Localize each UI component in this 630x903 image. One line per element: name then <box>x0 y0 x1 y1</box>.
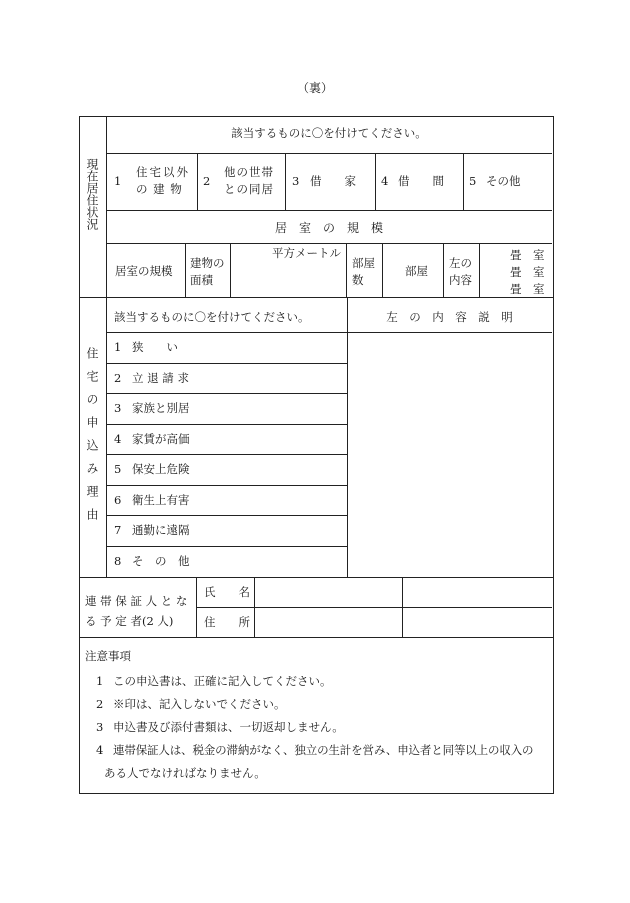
tatami-unit-label: 畳 室 <box>510 265 545 279</box>
left-content-label: 左の <box>449 256 472 270</box>
reason-label: そ の 他 <box>132 554 190 568</box>
reason-label: 保安上危険 <box>132 462 190 476</box>
application-reasons-instruction: 該当するものに〇を付けてください。 <box>114 310 310 324</box>
guarantor-name-label: 氏 名 <box>204 585 250 599</box>
divider <box>443 243 444 297</box>
left-content-label: 内容 <box>449 273 472 287</box>
building-area-label: 面積 <box>190 273 213 287</box>
reason-number: 2 <box>114 371 122 385</box>
divider <box>479 243 480 297</box>
note-text-continuation: ある人でなければなりません。 <box>104 766 266 780</box>
divider <box>107 424 347 425</box>
page-side-label: （裏） <box>296 81 333 95</box>
guarantor-address-label: 住 所 <box>204 615 250 629</box>
reason-number: 5 <box>114 462 122 476</box>
reason-label: 通勤に遠隔 <box>132 523 190 537</box>
area-unit-label: 平方メートル <box>272 246 341 260</box>
option-number: 2 <box>203 174 211 188</box>
divider <box>107 210 552 211</box>
note-number: 4 <box>96 743 104 757</box>
divider <box>107 546 347 547</box>
divider <box>79 297 553 298</box>
divider <box>107 393 347 394</box>
explanation-heading: 左 の 内 容 説 明 <box>386 310 513 324</box>
option-number: 3 <box>292 174 300 188</box>
divider <box>106 297 107 577</box>
explanation-input[interactable] <box>348 333 551 576</box>
divider <box>106 116 107 297</box>
reason-number: 6 <box>114 493 122 507</box>
divider <box>375 153 376 210</box>
guarantor-label: 連 帯 保 証 人 と な <box>85 594 188 608</box>
room-scale-label: 居室の規模 <box>115 264 173 278</box>
reason-label: 立 退 請 求 <box>132 371 189 385</box>
reason-number: 8 <box>114 554 122 568</box>
option-label: 住宅以外 <box>136 165 190 179</box>
reason-number: 7 <box>114 523 122 537</box>
note-number: 1 <box>96 674 104 688</box>
divider <box>285 153 286 210</box>
building-area-label: 建物の <box>190 256 225 270</box>
note-text: ※印は、記入しないでください。 <box>113 697 286 711</box>
current-residence-instruction: 該当するものに〇を付けてください。 <box>231 126 427 140</box>
guarantor-label: る 予 定 者(2 人) <box>85 614 174 628</box>
note-text: この申込書は、正確に記入してください。 <box>113 674 332 688</box>
tatami-unit-label: 畳 室 <box>510 282 545 296</box>
divider <box>107 153 552 154</box>
option-number: 1 <box>114 174 122 188</box>
reason-label: 衛生上有害 <box>132 493 190 507</box>
divider <box>107 243 552 244</box>
reason-label: 家賃が高価 <box>132 432 190 446</box>
divider <box>346 243 347 297</box>
application-reasons-section-label: 住宅の申込み理由 <box>85 347 99 531</box>
tatami-unit-label: 畳 室 <box>510 248 545 262</box>
option-label: その他 <box>486 174 521 188</box>
divider <box>107 363 347 364</box>
note-number: 3 <box>96 720 104 734</box>
divider <box>107 454 347 455</box>
rooms-unit-label: 部屋 <box>405 264 428 278</box>
reason-number: 4 <box>114 432 122 446</box>
option-label: 借 家 <box>310 174 356 188</box>
reason-label: 家族と別居 <box>132 401 190 415</box>
note-number: 2 <box>96 697 104 711</box>
guarantor-2-name-input[interactable] <box>403 578 551 606</box>
note-text: 申込書及び添付書類は、一切返却しません。 <box>113 720 344 734</box>
divider <box>463 153 464 210</box>
reason-number: 1 <box>114 340 122 354</box>
option-number: 5 <box>469 174 477 188</box>
divider <box>107 515 347 516</box>
option-label: の 建 物 <box>136 182 183 196</box>
guarantor-2-address-input[interactable] <box>403 608 551 636</box>
guarantor-1-address-input[interactable] <box>255 608 401 636</box>
divider <box>382 243 383 297</box>
reason-number: 3 <box>114 401 122 415</box>
option-label: 他の世帯 <box>224 165 274 179</box>
room-scale-heading: 居 室 の 規 模 <box>274 221 383 235</box>
divider <box>185 243 186 297</box>
note-text: 連帯保証人は、税金の滞納がなく、独立の生計を営み、申込者と同等以上の収入の <box>113 743 534 757</box>
option-label: 借 間 <box>398 174 444 188</box>
divider <box>107 485 347 486</box>
building-area-input[interactable] <box>231 262 345 296</box>
divider <box>79 637 553 638</box>
divider <box>197 153 198 210</box>
option-label: との同居 <box>224 182 274 196</box>
guarantor-1-name-input[interactable] <box>255 578 401 606</box>
option-number: 4 <box>381 174 389 188</box>
room-count-label: 部屋 <box>352 256 375 270</box>
notes-heading: 注意事項 <box>85 649 131 663</box>
reason-label: 狭 い <box>132 340 178 354</box>
room-count-label: 数 <box>352 273 364 287</box>
current-residence-section-label: 現在居住状況 <box>85 158 99 230</box>
